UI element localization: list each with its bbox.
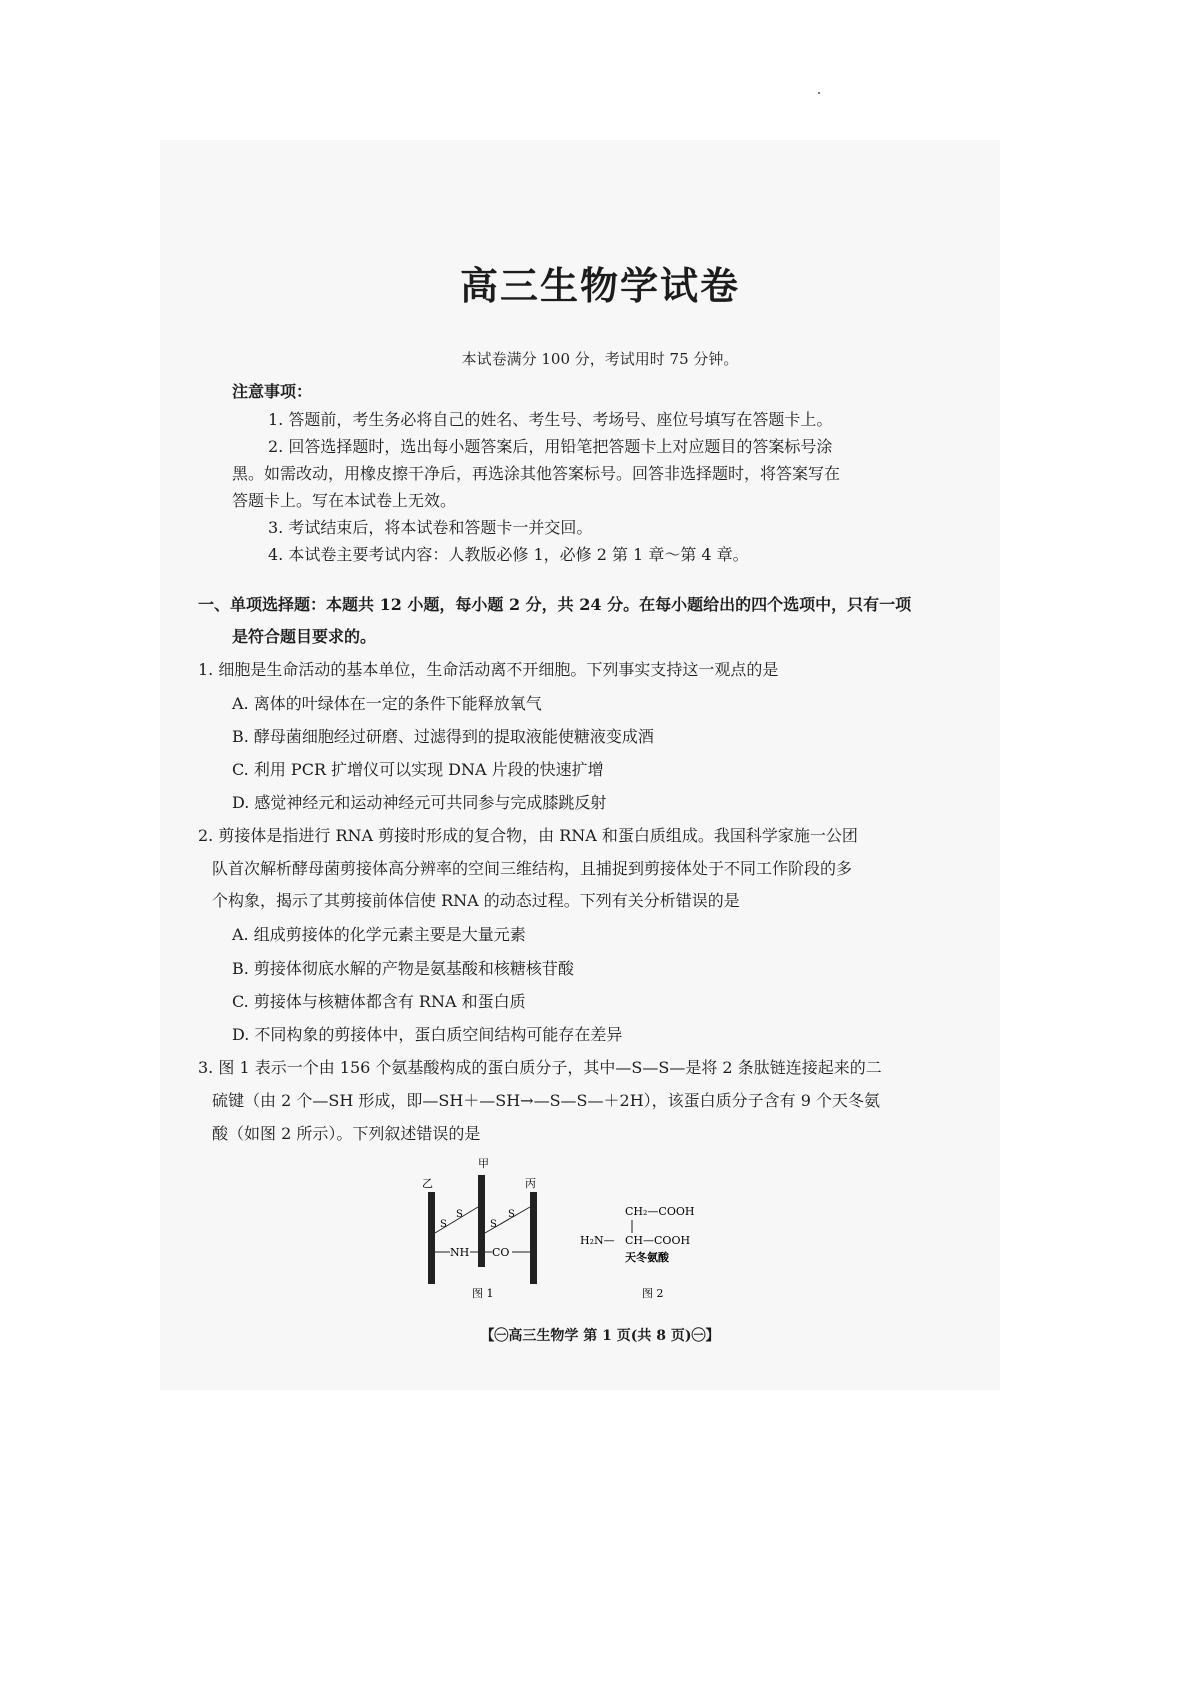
- notice-line: 3. 考试结束后，将本试卷和答题卡一并交回。: [268, 518, 593, 537]
- question-2-stem: 个构象，揭示了其剪接前体信使 RNA 的动态过程。下列有关分析错误的是: [212, 891, 740, 910]
- scan-speck: [818, 92, 820, 94]
- question-2-option-d: D. 不同构象的剪接体中，蛋白质空间结构可能存在差异: [232, 1025, 623, 1044]
- notice-line: 2. 回答选择题时，选出每小题答案后，用铅笔把答题卡上对应题目的答案标号涂: [268, 437, 833, 456]
- notice-line: 4. 本试卷主要考试内容：人教版必修 1，必修 2 第 1 章～第 4 章。: [268, 545, 749, 564]
- figure-2-aspartic-acid-structure: [580, 1205, 694, 1300]
- label-yi: 乙: [422, 1177, 433, 1190]
- exam-subtitle: 本试卷满分 100 分，考试用时 75 分钟。: [461, 350, 739, 368]
- aspartic-acid-name: 天冬氨酸: [625, 1251, 669, 1264]
- amino-group: H₂N—: [580, 1234, 615, 1247]
- figure-1-caption: 图 1: [472, 1287, 494, 1300]
- co-group: CO: [492, 1246, 510, 1259]
- notice-heading: 注意事项：: [232, 382, 313, 401]
- sulfur-atom: S: [490, 1219, 497, 1230]
- peptide-chain-bing: [530, 1192, 537, 1284]
- peptide-chain-jia: [478, 1175, 485, 1267]
- exam-title: 高三生物学试卷: [459, 264, 740, 308]
- question-1-option-d: D. 感觉神经元和运动神经元可共同参与完成膝跳反射: [232, 793, 607, 812]
- figure-1-protein-diagram: [422, 1157, 537, 1300]
- peptide-chain-yi: [428, 1192, 435, 1284]
- question-2-stem: 2. 剪接体是指进行 RNA 剪接时形成的复合物，由 RNA 和蛋白质组成。我国科学家施一公团: [198, 826, 858, 845]
- notice-line: 答题卡上。写在本试卷上无效。: [232, 491, 457, 510]
- sulfur-atom: S: [440, 1219, 447, 1230]
- question-1-option-a: A. 离体的叶绿体在一定的条件下能释放氧气: [232, 694, 542, 713]
- question-3-stem: 3. 图 1 表示一个由 156 个氨基酸构成的蛋白质分子，其中—S—S—是将 2 条肽链连接起来的二: [198, 1058, 882, 1077]
- figure-2-caption: 图 2: [642, 1287, 664, 1300]
- section-heading-cont: 是符合题目要求的。: [232, 627, 377, 646]
- ch-cooh-group: CH—COOH: [625, 1234, 691, 1247]
- sulfur-atom: S: [456, 1209, 463, 1220]
- question-3-stem: 酸（如图 2 所示）。下列叙述错误的是: [212, 1124, 481, 1143]
- label-jia: 甲: [478, 1157, 489, 1170]
- sulfur-atom: S: [508, 1209, 515, 1220]
- question-1-stem: 1. 细胞是生命活动的基本单位，生命活动离不开细胞。下列事实支持这一观点的是: [198, 660, 779, 679]
- question-1-option-c: C. 利用 PCR 扩增仪可以实现 DNA 片段的快速扩增: [232, 760, 604, 779]
- question-2-option-c: C. 剪接体与核糖体都含有 RNA 和蛋白质: [232, 992, 526, 1011]
- question-2-option-a: A. 组成剪接体的化学元素主要是大量元素: [232, 925, 526, 944]
- question-2-option-b: B. 剪接体彻底水解的产物是氨基酸和核糖核苷酸: [232, 959, 574, 978]
- nh-group: NH: [450, 1246, 470, 1259]
- ch2-cooh-group: CH₂—COOH: [625, 1205, 695, 1218]
- page-footer: 【㊀高三生物学 第 1 页(共 8 页)㊀】: [480, 1328, 720, 1344]
- label-bing: 丙: [525, 1177, 536, 1190]
- section-heading: 一、单项选择题：本题共 12 小题，每小题 2 分，共 24 分。在每小题给出的四个选项中，只有一项: [198, 595, 912, 614]
- question-1-option-b: B. 酵母菌细胞经过研磨、过滤得到的提取液能使糖液变成酒: [232, 727, 654, 746]
- notice-line: 黑。如需改动，用橡皮擦干净后，再选涂其他答案标号。回答非选择题时，将答案写在: [232, 464, 841, 483]
- question-2-stem: 队首次解析酵母菌剪接体高分辨率的空间三维结构，且捕捉到剪接体处于不同工作阶段的多: [212, 859, 853, 878]
- question-3-stem: 硫键（由 2 个—SH 形成，即—SH＋—SH→—S—S—＋2H），该蛋白质分子含有 9 个天冬氨: [212, 1091, 880, 1110]
- figures: [420, 1155, 740, 1305]
- notice-line: 1. 答题前，考生务必将自己的姓名、考生号、考场号、座位号填写在答题卡上。: [268, 410, 833, 429]
